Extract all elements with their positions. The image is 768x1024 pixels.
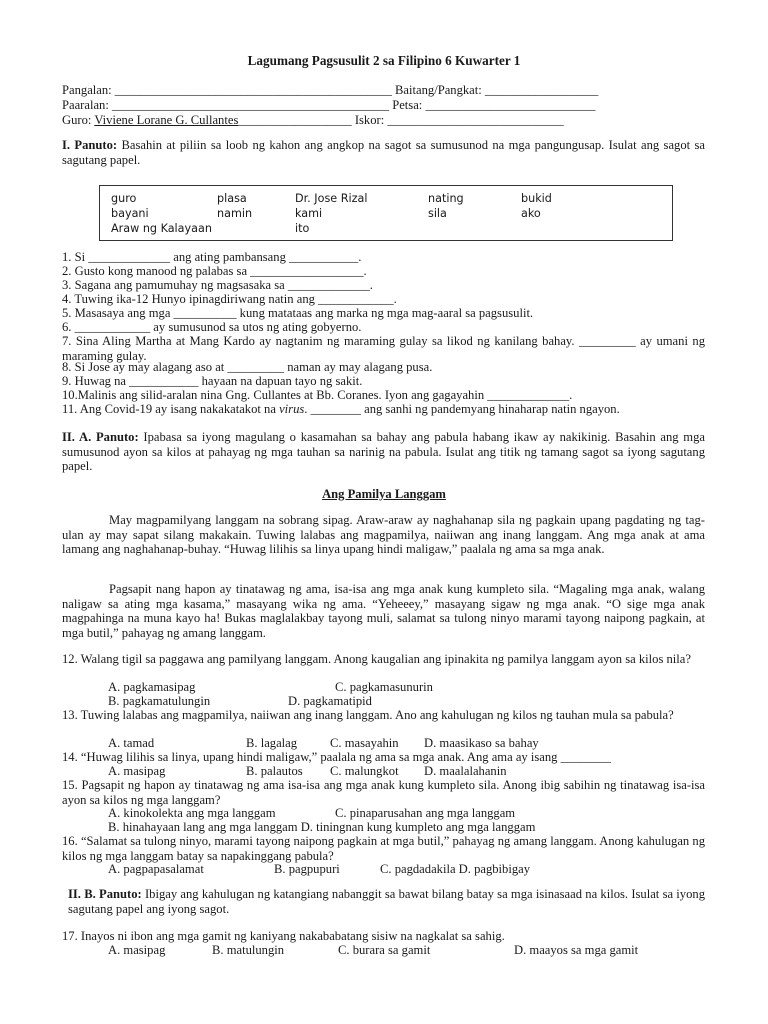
q15-choice-b-d: B. hinahayaan lang ang mga langgam D. tiningnan kung kumpleto ang mga langgam (108, 820, 536, 834)
item-3: 3. Sagana ang pamumuhay ng magsasaka sa _____________. (62, 278, 373, 292)
q15-choice-a: A. kinokolekta ang mga langgam (108, 806, 276, 820)
part1-label: I. Panuto: (62, 138, 118, 152)
word-sila: sila (428, 207, 447, 220)
word-ito: ito (295, 222, 310, 235)
word-nating: nating (428, 192, 464, 205)
q16-choice-c-d: C. pagdadakila D. pagbibigay (380, 862, 531, 876)
q17-choice-c: C. burara sa gamit (338, 943, 431, 957)
word-bayani: bayani (111, 207, 149, 220)
q14-choice-d: D. maalalahanin (424, 764, 507, 778)
part2b-label: II. B. Panuto: (68, 887, 142, 901)
word-choice-box (99, 185, 673, 241)
item-11-rest: . ________ ang sanhi ng pandemyang hinaharap natin ngayon. (304, 402, 620, 416)
guro-rest: __________________ Iskor: ____________________________ (238, 113, 564, 127)
part2a-instructions (62, 430, 705, 474)
header-pangalan-line: Pangalan: ____________________________________________ Baitang/Pangkat: __________________ (62, 83, 599, 97)
word-kami: kami (295, 207, 323, 220)
word-plasa: plasa (217, 192, 247, 205)
item-11 (62, 402, 620, 417)
item-4: 4. Tuwing ika-12 Hunyo ipinagdiriwang natin ang ____________. (62, 292, 397, 306)
question-14: 14. “Huwag lilihis sa linya, upang hindi maligaw,” paalala ng ama sa mga anak. Ang ama ay isang ________ (62, 750, 611, 764)
part2a-label: II. A. Panuto: (62, 430, 139, 444)
item-5: 5. Masasaya ang mga __________ kung matataas ang marka ng mga mag-aaral sa pagsusulit. (62, 306, 534, 320)
q13-choice-d: D. maasikaso sa bahay (424, 736, 539, 750)
question-16: 16. “Salamat sa tulong ninyo, marami tayong naipong pagkain at mga butil,” pahayag ng amang langgam. Anong kahulugan ng kilos ng mga langgam batay sa napakinggang pabula? (62, 834, 705, 863)
q14-choice-b: B. palautos (246, 764, 303, 778)
part2b-instructions (68, 887, 705, 916)
item-10: 10.Malinis ang silid-aralan nina Gng. Cullantes at Bb. Coranes. Iyon ang gagayahin _____________. (62, 388, 573, 402)
q16-choice-b: B. pagpupuri (274, 862, 340, 876)
q13-choice-c: C. masayahin (330, 736, 399, 750)
q16-choice-a: A. pagpapasalamat (108, 862, 204, 876)
item-7: 7. Sina Aling Martha at Mang Kardo ay nagtanim ng maraming gulay sa likod ng kanilang bahay. _________ ay umani ng maraming gulay. (62, 334, 705, 363)
question-13: 13. Tuwing lalabas ang magpamilya, naiiwan ang inang langgam. Ano ang kahulugan ng kilos ng tauhan mula sa pabula? (62, 708, 674, 722)
q14-choice-c: C. malungkot (330, 764, 399, 778)
story-paragraph-1: May magpamilyang langgam na sobrang sipag. Araw-araw ay naghahanap sila ng pagkain upang pagdating ng tag- ulan ay may sapat silang makakain. Tuwing lalabas ang magpamilya, naiiwan ang inang langgam. Ang mga anak at ama lamang ang naghahanap-buhay. “Huwag lilihis sa linya upang hindi maligaw,” paalala ng ama sa mga anak. (62, 513, 705, 557)
q12-choice-b: B. pagkamatulungin (108, 694, 211, 708)
part1-text: Basahin at piliin sa loob ng kahon ang angkop na sagot sa sumusunod na mga pangungusap. Isulat ang sagot sa sagutang papel. (62, 138, 705, 167)
q12-choice-d: D. pagkamatipid (288, 694, 372, 708)
item-6: 6. ____________ ay sumusunod sa utos ng ating gobyerno. (62, 320, 362, 334)
word-namin: namin (217, 207, 253, 220)
q12-choice-a: A. pagkamasipag (108, 680, 196, 694)
part1-instructions (62, 138, 705, 167)
word-guro: guro (111, 192, 137, 205)
header-paaralan-line: Paaralan: ____________________________________________ Petsa: ___________________________ (62, 98, 596, 112)
question-17: 17. Inayos ni ibon ang mga gamit ng kaniyang nakababatang sisiw na nagkalat sa sahig. (62, 929, 505, 943)
item-1: 1. Si _____________ ang ating pambansang ___________. (62, 250, 362, 264)
question-15: 15. Pagsapit ng hapon ay tinatawag ng ama isa-isa ang mga anak kung kumpleto sila. Anong ibig sabihin ng tinatawag isa-isa ayon sa kilos ng mga langgam? (62, 778, 705, 807)
header-guro-line (62, 113, 564, 128)
q13-choice-b: B. lagalag (246, 736, 298, 750)
word-araw-ng-kalayaan: Araw ng Kalayaan (111, 222, 212, 235)
q17-choice-a: A. masipag (108, 943, 166, 957)
q17-choice-b: B. matulungin (212, 943, 285, 957)
page-title: Lagumang Pagsusulit 2 sa Filipino 6 Kuwarter 1 (247, 53, 521, 68)
word-bukid: bukid (521, 192, 552, 205)
q13-choice-a: A. tamad (108, 736, 155, 750)
part2b-text: Ibigay ang kahulugan ng katangiang nabanggit sa bawat bilang batay sa mga isinasaad na kilos. Isulat sa iyong sagutang papel ang iyong sagot. (68, 887, 705, 916)
word-dr-jose-rizal: Dr. Jose Rizal (295, 192, 368, 205)
item-11-virus: virus (279, 402, 305, 416)
item-11-text: 11. Ang Covid-19 ay isang nakakatakot na (62, 402, 280, 416)
question-12: 12. Walang tigil sa paggawa ang pamilyang langgam. Anong kaugalian ang ipinakita ng pamilya langgam ayon sa kilos nila? (62, 652, 691, 666)
q17-choice-d: D. maayos sa mga gamit (514, 943, 639, 957)
part2a-text: Ipabasa sa iyong magulang o kasamahan sa bahay ang pabula habang ikaw ay nakikinig. Basahin ang mga sumusunod ayon sa kilos at pahayag ng mga tauhan sa narinig na pabula. Isulat ang titik ng tamang sagot sa iyong sagutang papel. (62, 430, 705, 474)
story-title: Ang Pamilya Langgam (322, 487, 446, 501)
word-ako: ako (521, 207, 541, 220)
item-2: 2. Gusto kong manood ng palabas sa __________________. (62, 264, 367, 278)
item-8: 8. Si Jose ay may alagang aso at _________ naman ay may alagang pusa. (62, 360, 433, 374)
item-9: 9. Huwag na ___________ hayaan na dapuan tayo ng sakit. (62, 374, 363, 388)
q14-choice-a: A. masipag (108, 764, 166, 778)
guro-label: Guro: (62, 113, 95, 127)
q15-choice-c: C. pinaparusahan ang mga langgam (335, 806, 516, 820)
story-paragraph-2: Pagsapit nang hapon ay tinatawag ng ama, isa-isa ang mga anak kung kumpleto sila. “Magaling mga anak, walang naligaw sa ating mga kasama,” masayang wika ng ama. “Yeheeey,” masayang sigaw ng mga anak. “O sige mga anak magpahinga na muna kayo ha! Bukas maglalakbay tayong muli, salamat sa tulong ninyo marami tayong naipong pagkain, at mga butil,” pahayag ng amang langgam. (62, 582, 705, 640)
q12-choice-c: C. pagkamasunurin (335, 680, 433, 694)
guro-name: Viviene Lorane G. Cullantes (94, 113, 239, 127)
